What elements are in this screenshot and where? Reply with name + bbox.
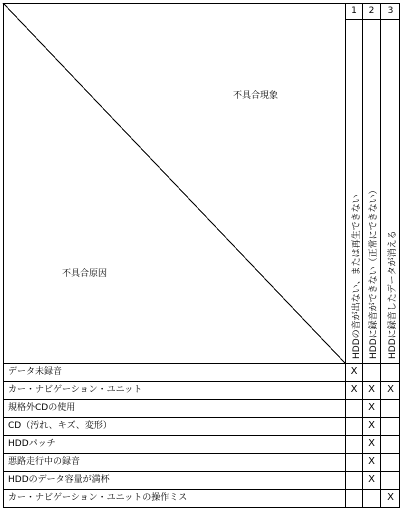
x-mark: X — [368, 438, 375, 449]
x-mark: X — [387, 492, 394, 503]
column-number-1: 1 — [351, 6, 357, 16]
cause-label: HDDパッチ — [8, 439, 56, 449]
cause-label: カー・ナビゲーション・ユニット — [8, 385, 143, 395]
x-mark: X — [350, 366, 358, 377]
x-mark: X — [368, 420, 375, 431]
x-mark: X — [368, 456, 375, 467]
column-number-2: 2 — [368, 6, 375, 16]
cause-label: HDDのデータ容量が満杯 — [8, 475, 110, 485]
corner-diagonal — [3, 3, 345, 363]
column-header-1: HDDの音が出ない、または再生できない — [351, 194, 362, 359]
x-mark: X — [387, 384, 394, 395]
column-number-3: 3 — [387, 6, 394, 16]
cause-corner-label: 不具合原因 — [62, 269, 108, 279]
x-mark: X — [368, 384, 375, 395]
column-header-2: HDDに録音ができない（正常にできない） — [369, 185, 379, 359]
column-header-3: HDDに録音したデータが消える — [388, 230, 398, 359]
cause-label: データ未録音 — [8, 367, 63, 377]
x-mark: X — [350, 384, 358, 395]
cause-label: CD（汚れ、キズ、変形） — [8, 421, 112, 431]
x-mark: X — [368, 402, 375, 413]
phenomenon-corner-label: 不具合現象 — [233, 91, 279, 101]
cause-label: 悪路走行中の録音 — [8, 457, 81, 467]
cause-label: カー・ナビゲーション・ユニットの操作ミス — [8, 493, 188, 503]
cause-label: 規格外CDの使用 — [8, 403, 76, 413]
x-mark: X — [368, 474, 375, 485]
